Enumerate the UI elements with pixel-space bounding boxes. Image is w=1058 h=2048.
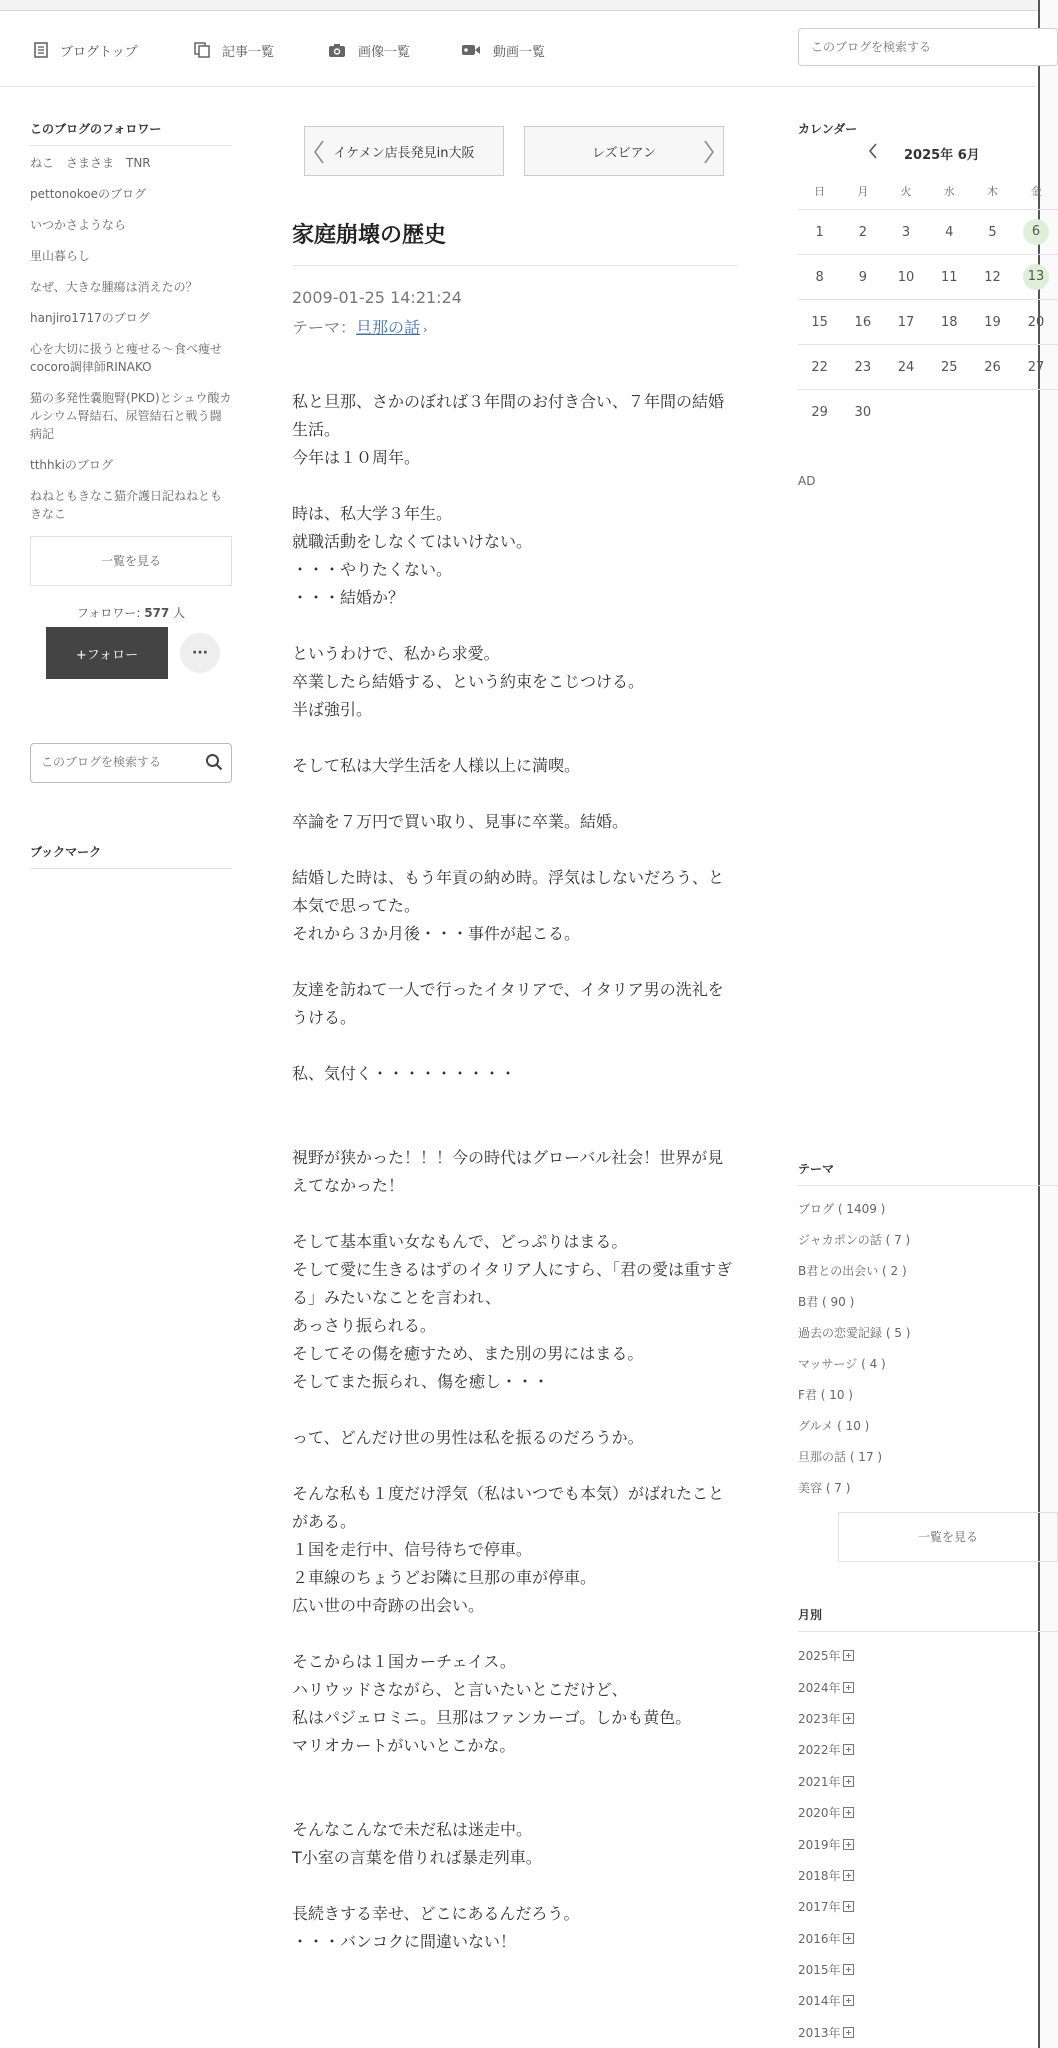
calendar-day-number: 5 — [988, 224, 997, 240]
expand-plus-icon[interactable] — [843, 2027, 854, 2038]
bookmark-title: ブックマーク — [30, 843, 232, 869]
search-icon[interactable] — [205, 753, 223, 775]
entry-body-line: 私と旦那、さかのぼれば３年間のお付き合い、７年間の結婚生活。 — [292, 392, 725, 439]
theme-title: テーマ — [798, 1160, 1058, 1186]
follow-actions — [46, 627, 232, 679]
calendar-day-number: 10 — [897, 269, 915, 285]
calendar-weekday: 火 — [884, 173, 927, 210]
follower-item[interactable]: 里山暮らし — [30, 249, 91, 263]
calendar-day-number: 6 — [1023, 219, 1049, 245]
chevron-right-icon — [703, 139, 715, 169]
calendar-day-number: 13 — [1023, 264, 1049, 290]
entry-body-line: それから３か月後・・・事件が起こる。 — [292, 924, 581, 943]
entry-body-line: ・・・やりたくない。 — [292, 560, 453, 579]
calendar-day-number: 23 — [854, 359, 872, 375]
month-label: 2014年 — [798, 1994, 841, 2009]
calendar-day-number: 1 — [815, 224, 824, 240]
ad-label: AD — [798, 474, 816, 488]
month-item[interactable] — [798, 1923, 1058, 1954]
nav-label: 記事一覧 — [222, 44, 275, 60]
entry-body-line — [292, 1200, 738, 1228]
calendar-day[interactable] — [971, 210, 1014, 255]
theme-item[interactable]: 過去の恋愛記録 ( 5 ) — [798, 1326, 911, 1340]
follower-item[interactable]: なぜ、大きな腫瘍は消えたの？ — [30, 280, 198, 294]
expand-plus-icon[interactable] — [843, 1839, 854, 1850]
month-label: 2023年 — [798, 1711, 841, 1726]
entry-body — [292, 388, 738, 1956]
expand-plus-icon[interactable] — [843, 1995, 854, 2006]
entry-title: 家庭崩壊の歴史 — [292, 218, 738, 266]
calendar-weekday: 日 — [798, 173, 841, 210]
entry-pager — [304, 126, 724, 176]
entry-body-line: そんなこんなで未だ私は迷走中。 — [292, 1820, 533, 1839]
entry-body-line: 私はパジェロミニ。旦那はファンカーゴ。しかも黄色。 — [292, 1708, 692, 1727]
entry-body-line: 友達を訪ねて一人で行ったイタリアで、イタリア男の洗礼をうける。 — [292, 980, 724, 1027]
follower-count-unit: 人 — [169, 606, 186, 620]
calendar-day — [928, 390, 971, 435]
entry-body-line: T小室の言葉を借りれば暴走列車。 — [292, 1848, 542, 1867]
follower-item[interactable]: 猫の多発性嚢胞腎(PKD)とシュウ酸カルシウム腎結石、尿管結石と戦う闘病記 — [30, 391, 232, 441]
calendar-weekday: 水 — [928, 173, 971, 210]
calendar-day-number: 20 — [1027, 314, 1045, 330]
sidebar-search-input[interactable] — [31, 744, 211, 780]
expand-plus-icon[interactable] — [843, 1650, 854, 1661]
entry-body-line: マリオカートがいいとこかな。 — [292, 1736, 516, 1755]
calendar-day-number: 15 — [811, 314, 828, 330]
calendar-day-number: 17 — [897, 314, 915, 330]
main-content — [292, 126, 738, 1956]
expand-plus-icon[interactable] — [843, 1807, 854, 1818]
theme-section — [798, 1160, 1058, 1562]
follower-item[interactable]: hanjiro1717のブログ — [30, 311, 150, 325]
month-list — [798, 1640, 1058, 2048]
followers-title: このブログのフォロワー — [30, 120, 232, 146]
calendar-weekday: 月 — [841, 173, 884, 210]
entry-body-line: 半ば強引。 — [292, 700, 373, 719]
calendar-day[interactable] — [971, 345, 1014, 390]
calendar-day[interactable] — [798, 210, 841, 255]
follower-item[interactable]: いつかさようなら — [30, 218, 127, 232]
calendar-day[interactable] — [1014, 300, 1058, 345]
month-item[interactable] — [798, 1640, 1058, 1671]
entry-body-line — [292, 1088, 738, 1116]
entry-body-line — [292, 612, 738, 640]
followers-list-button[interactable]: 一覧を見る — [30, 536, 232, 586]
calendar-grid — [798, 173, 1058, 434]
month-label: 2019年 — [798, 1837, 841, 1852]
month-item[interactable] — [798, 1828, 1058, 1859]
month-item[interactable] — [798, 1766, 1058, 1797]
month-label: 2016年 — [798, 1931, 841, 1946]
calendar-day-number: 16 — [854, 314, 872, 330]
entry-body-line: そこからは１国カーチェイス。 — [292, 1652, 516, 1671]
follower-count-label: フォロワー: — [76, 606, 145, 620]
entry-body-line — [292, 1620, 738, 1648]
month-label: 2021年 — [798, 1774, 841, 1789]
calendar-day-number: 11 — [940, 269, 958, 285]
entry-body-line: ２車線のちょうどお隣に旦那の車が停車。 — [292, 1568, 597, 1587]
entry-body-line: そして愛に生きるはずのイタリア人にすら、「君の愛は重すぎる」みたいなことを言われ、 — [292, 1260, 733, 1307]
calendar-day[interactable] — [884, 345, 927, 390]
nav-entry-list[interactable] — [194, 38, 274, 62]
calendar-day-number: 27 — [1027, 359, 1045, 375]
month-item[interactable] — [798, 2017, 1058, 2048]
calendar-day[interactable] — [928, 345, 971, 390]
blog-header — [0, 12, 1036, 87]
month-item[interactable] — [798, 1671, 1058, 1702]
theme-item[interactable]: 美容 ( 7 ) — [798, 1481, 851, 1495]
calendar-weekday: 木 — [971, 173, 1014, 210]
document-icon — [34, 42, 48, 58]
entry-theme-link[interactable]: 旦那の話 — [356, 318, 421, 337]
calendar-day[interactable] — [1014, 345, 1058, 390]
calendar-month: 2025年 6月 — [904, 147, 980, 163]
entry-body-line: ・・・結婚か？ — [292, 588, 405, 607]
calendar-day[interactable] — [841, 345, 884, 390]
browser-top-bar — [0, 0, 1040, 11]
nav-video-list[interactable] — [461, 38, 545, 62]
expand-plus-icon[interactable] — [843, 1964, 854, 1975]
calendar-day[interactable] — [841, 300, 884, 345]
entry-body-line: 長続きする幸せ、どこにあるんだろう。 — [292, 1904, 580, 1923]
expand-plus-icon[interactable] — [843, 1776, 854, 1787]
calendar-day[interactable] — [971, 300, 1014, 345]
entry-body-line: ・・・バンコクに間違いない！ — [292, 1932, 517, 1951]
sidebar-search — [30, 743, 232, 783]
follower-count — [30, 604, 232, 621]
entry-date: 2009-01-25 14:21:24 — [292, 288, 462, 307]
entry-theme — [292, 315, 738, 338]
calendar-day[interactable] — [971, 255, 1014, 300]
calendar-day[interactable] — [841, 255, 884, 300]
calendar-day-number: 4 — [945, 224, 954, 240]
prev-entry-button[interactable] — [304, 126, 504, 176]
entry-body-line: というわけで、私から求愛。 — [292, 644, 500, 663]
follower-item[interactable]: ねこ さまさま TNR — [30, 156, 151, 170]
calendar-day-number: 24 — [897, 359, 915, 375]
calendar-day — [884, 390, 927, 435]
follow-button[interactable]: +フォロー — [46, 627, 168, 679]
month-item[interactable] — [798, 1703, 1058, 1734]
calendar-day[interactable] — [841, 210, 884, 255]
next-entry-label: レズビアン — [591, 145, 657, 161]
calendar-nav — [868, 141, 1058, 165]
expand-plus-icon[interactable] — [843, 1682, 854, 1693]
expand-plus-icon[interactable] — [843, 1744, 854, 1755]
copy-icon — [194, 42, 210, 58]
calendar-day-number: 26 — [984, 359, 1001, 375]
more-options-button[interactable]: ··· — [180, 633, 220, 673]
follower-item[interactable]: pettonokoeのブログ — [30, 187, 146, 201]
expand-plus-icon[interactable] — [843, 1870, 854, 1881]
calendar-day-number: 25 — [940, 359, 958, 375]
follower-count-value: 577 — [144, 606, 170, 620]
calendar-day-number: 29 — [811, 404, 828, 420]
entry-body-line: そして基本重い女なもんで、どっぷりはまる。 — [292, 1232, 628, 1251]
month-item[interactable] — [798, 1985, 1058, 2016]
calendar-day-number: 3 — [901, 224, 911, 240]
entry-theme-label: テーマ： — [292, 318, 357, 337]
chevron-left-icon[interactable] — [868, 143, 878, 163]
month-label: 2015年 — [798, 1963, 841, 1978]
entry-body-line: そしてまた振られ、傷を癒し・・・ — [292, 1372, 549, 1391]
calendar-day[interactable] — [798, 300, 841, 345]
calendar-day-number: 30 — [854, 404, 872, 420]
entry-body-line: ハリウッドさながら、と言いたいとこだけど、 — [292, 1680, 628, 1699]
entry-body-line: 時は、私大学３年生。 — [292, 504, 453, 523]
calendar-day[interactable] — [928, 210, 971, 255]
calendar-day-number: 18 — [940, 314, 958, 330]
expand-plus-icon[interactable] — [843, 1901, 854, 1912]
month-label: 2024年 — [798, 1680, 841, 1695]
theme-item[interactable]: ジャカポンの話 ( 7 ) — [798, 1233, 911, 1247]
month-label: 2013年 — [798, 2025, 841, 2040]
entry-body-line: って、どんだけ世の男性は私を振るのだろうか。 — [292, 1428, 644, 1447]
calendar-day[interactable] — [1014, 210, 1058, 255]
nav-label: 画像一覧 — [358, 44, 411, 60]
calendar-day-number: 2 — [858, 224, 867, 240]
calendar-day-number: 8 — [815, 269, 824, 285]
entry-body-line — [292, 1396, 738, 1424]
nav-blog-top[interactable] — [34, 38, 138, 62]
calendar-day[interactable] — [798, 345, 841, 390]
entry-body-line: そしてその傷を癒すため、また別の男にはまる。 — [292, 1344, 644, 1363]
theme-item[interactable]: 旦那の話 ( 17 ) — [798, 1450, 883, 1464]
calendar-day[interactable] — [884, 210, 927, 255]
entry-body-line: あっさり振られる。 — [292, 1316, 436, 1335]
expand-plus-icon[interactable] — [843, 1713, 854, 1724]
header-search-input[interactable] — [798, 28, 1058, 66]
calendar-day — [971, 390, 1014, 435]
calendar-day[interactable] — [798, 255, 841, 300]
calendar-weekday: 金 — [1014, 173, 1058, 210]
month-label: 2018年 — [798, 1868, 841, 1883]
entry-body-line — [292, 948, 738, 976]
theme-item[interactable]: B君との出会い ( 2 ) — [798, 1264, 907, 1278]
month-label: 2022年 — [798, 1743, 841, 1758]
calendar-day-number: 9 — [858, 269, 867, 285]
nav-label: 動画一覧 — [493, 44, 546, 60]
calendar-title: カレンダー — [798, 122, 858, 136]
month-item[interactable] — [798, 1797, 1058, 1828]
calendar-day — [1014, 390, 1058, 435]
theme-list — [798, 1194, 1058, 1504]
month-item[interactable] — [798, 1891, 1058, 1922]
calendar-day[interactable] — [841, 390, 884, 435]
entry-body-line: 今年は１０周年。 — [292, 448, 421, 467]
entry-body-line: 広い世の中奇跡の出会い。 — [292, 1596, 485, 1615]
follower-list — [30, 154, 232, 523]
month-label: 2020年 — [798, 1806, 841, 1821]
monthly-title: 月別 — [798, 1606, 1058, 1632]
entry-body-line: 私、気付く・・・・・・・・・ — [292, 1064, 517, 1083]
left-sidebar — [30, 120, 232, 877]
follower-item[interactable]: ねねともきなこ猫介護日記ねねともきなこ — [30, 489, 223, 521]
calendar-day[interactable] — [928, 300, 971, 345]
entry-body-line — [292, 1452, 738, 1480]
theme-item[interactable]: ブログ ( 1409 ) — [798, 1202, 886, 1216]
month-item[interactable] — [798, 1734, 1058, 1765]
calendar-day[interactable] — [928, 255, 971, 300]
calendar-day-number: 22 — [811, 359, 828, 375]
expand-plus-icon[interactable] — [843, 1933, 854, 1944]
calendar-day[interactable] — [798, 390, 841, 435]
month-item[interactable] — [798, 1860, 1058, 1891]
nav-image-list[interactable] — [328, 38, 410, 62]
entry-body-line: １国を走行中、信号待ちで停車。 — [292, 1540, 532, 1559]
entry-body-line: 卒論を７万円で買い取り、見事に卒業。結婚。 — [292, 812, 629, 831]
entry-body-line: そして私は大学生活を人様以上に満喫。 — [292, 756, 581, 775]
entry-body-line — [292, 780, 738, 808]
theme-item[interactable]: F君 ( 10 ) — [798, 1388, 853, 1402]
month-item[interactable] — [798, 1954, 1058, 1985]
chevron-left-icon — [313, 139, 325, 169]
camera-icon — [328, 43, 346, 58]
themes-list-button[interactable]: 一覧を見る — [838, 1512, 1058, 1562]
calendar-day[interactable] — [1014, 255, 1058, 300]
entry-body-line: 卒業したら結婚する、という約束をこじつける。 — [292, 672, 645, 691]
video-icon — [461, 43, 481, 57]
month-label: 2025年 — [798, 1649, 841, 1664]
entry-body-line: 視野が狭かった！！！今の時代はグローバル社会！世界が見えてなかった！ — [292, 1148, 724, 1195]
next-entry-button[interactable] — [524, 126, 724, 176]
entry-body-line — [292, 724, 738, 752]
follower-item[interactable]: 心を大切に扱うと痩せる～食べ痩せcocoro調律師RINAKO — [30, 342, 223, 374]
follower-item[interactable]: tthhkiのブログ — [30, 458, 113, 472]
nav-label: ブログトップ — [60, 44, 138, 60]
theme-item[interactable]: B君 ( 90 ) — [798, 1295, 855, 1309]
entry-body-line — [292, 1788, 738, 1816]
entry-body-line — [292, 1116, 738, 1144]
calendar-day[interactable] — [884, 300, 927, 345]
theme-item[interactable]: マッサージ ( 4 ) — [798, 1357, 886, 1371]
month-label: 2017年 — [798, 1900, 841, 1915]
entry-body-line: そんな私も１度だけ浮気（私はいつでも本気）がばれたことがある。 — [292, 1484, 725, 1531]
entry-body-line — [292, 836, 738, 864]
calendar-day-number: 19 — [984, 314, 1001, 330]
calendar-day[interactable] — [884, 255, 927, 300]
calendar-day-number: 12 — [984, 269, 1001, 285]
entry-body-line — [292, 1032, 738, 1060]
entry-body-line: 結婚した時は、もう年貢の納め時。浮気はしないだろう、と本気で思ってた。 — [292, 868, 725, 915]
theme-item[interactable]: グルメ ( 10 ) — [798, 1419, 870, 1433]
entry-body-line — [292, 1760, 738, 1788]
entry-body-line — [292, 472, 738, 500]
monthly-archive — [798, 1606, 1058, 2048]
prev-entry-label: イケメン店長発見in大阪 — [333, 145, 475, 161]
chevron-small-icon: › — [423, 323, 428, 336]
entry-body-line: 就職活動をしなくてはいけない。 — [292, 532, 533, 551]
right-sidebar — [798, 120, 1058, 2040]
entry-body-line — [292, 1872, 738, 1900]
